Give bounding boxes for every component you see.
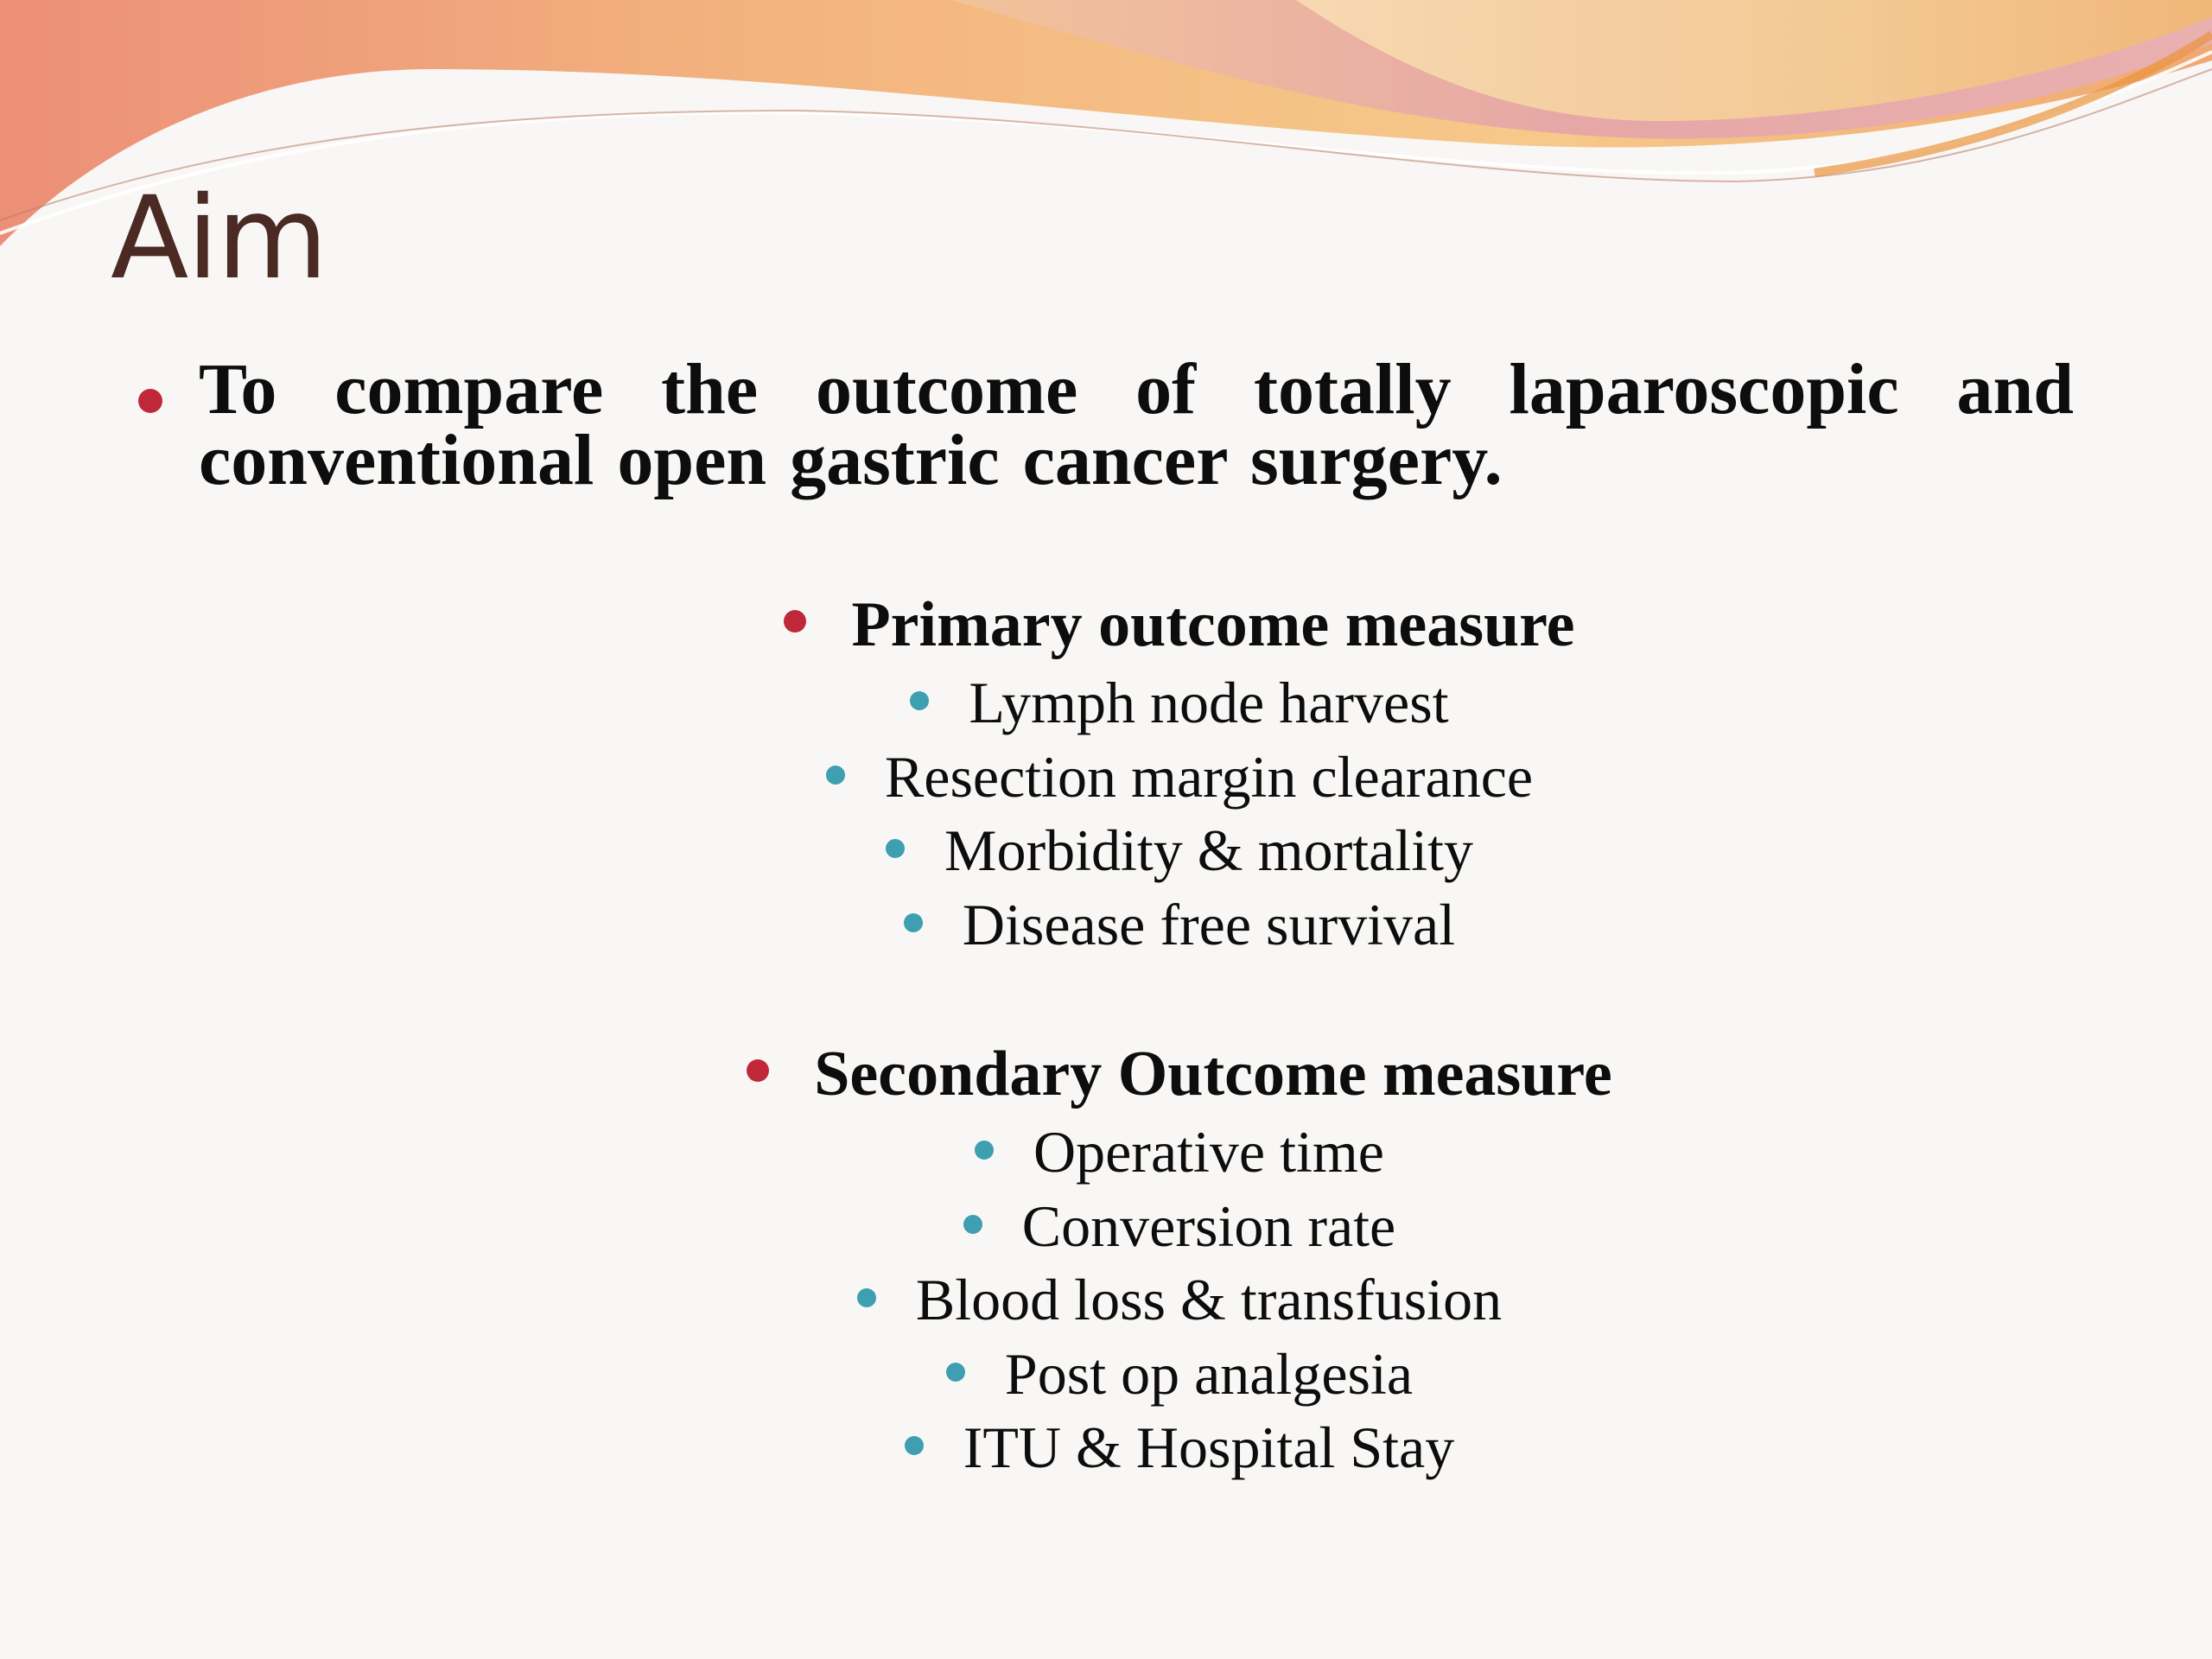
aim-statement — [138, 349, 2074, 500]
list-item-text: Blood loss & transfusion — [915, 1267, 1503, 1332]
decorative-wave-banner — [0, 0, 2212, 259]
bullet-icon — [138, 389, 162, 413]
list-item-text: Disease free survival — [962, 891, 1456, 957]
bullet-icon — [905, 1436, 924, 1455]
slide-title: Aim — [111, 172, 327, 305]
secondary-outcome-group — [441, 1033, 1918, 1485]
list-item — [441, 741, 1918, 815]
list-item — [441, 1116, 1918, 1190]
list-item-text: Morbidity & mortality — [944, 817, 1473, 883]
primary-outcome-heading-text: Primary outcome measure — [851, 589, 1575, 660]
secondary-outcome-list — [441, 1116, 1918, 1485]
list-item — [441, 1338, 1918, 1412]
list-item-text: Post op analgesia — [1004, 1340, 1414, 1407]
bullet-icon — [747, 1059, 769, 1082]
list-item — [441, 1411, 1918, 1485]
bullet-icon — [784, 610, 806, 632]
list-item — [441, 888, 1918, 963]
primary-outcome-group — [441, 583, 1918, 962]
list-item-text: Conversion rate — [1021, 1192, 1396, 1259]
primary-outcome-list — [441, 666, 1918, 962]
aim-text: To compare the outcome of totally laparoscopic and conventional open gastric cancer surgery. — [199, 349, 2074, 500]
bullet-icon — [886, 839, 905, 858]
bullet-icon — [975, 1141, 994, 1160]
primary-outcome-heading — [784, 583, 1574, 666]
secondary-outcome-heading — [747, 1033, 1611, 1116]
list-item — [441, 814, 1918, 888]
list-item — [441, 1190, 1918, 1264]
list-item — [441, 1263, 1918, 1338]
bullet-icon — [904, 913, 923, 932]
list-item-text: Lymph node harvest — [969, 670, 1449, 735]
secondary-outcome-heading-text: Secondary Outcome measure — [814, 1039, 1612, 1109]
list-item — [441, 666, 1918, 741]
bullet-icon — [946, 1363, 965, 1382]
list-item-text: ITU & Hospital Stay — [963, 1414, 1455, 1480]
list-item-text: Resection margin clearance — [884, 743, 1534, 810]
bullet-icon — [857, 1288, 876, 1307]
bullet-icon — [910, 691, 929, 710]
bullet-icon — [963, 1215, 982, 1234]
bullet-icon — [826, 766, 845, 785]
list-item-text: Operative time — [1033, 1119, 1384, 1185]
